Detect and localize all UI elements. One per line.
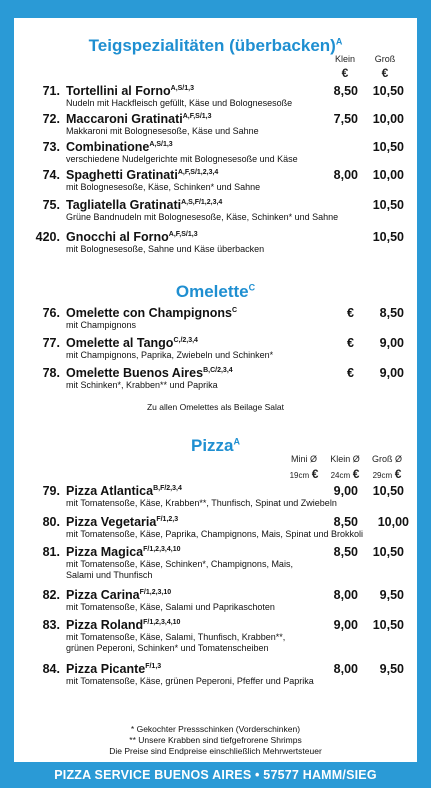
price-klein: 8,50 [333, 515, 358, 529]
price-klein: 7,50 [333, 112, 358, 126]
price: 9,00 [379, 366, 404, 380]
col-gross-header: Groß Ø [371, 454, 402, 464]
item-description: mit Bolognesesoße, Sahne und Käse überbacken [66, 244, 265, 254]
item-number: 77. [42, 336, 60, 350]
item-number: 76. [42, 306, 60, 320]
footnote: Die Preise sind Endpreise einschließlich Mehrwertsteuer [109, 746, 322, 756]
item-description: mit Champignons, Paprika, Zwiebeln und Schinken* [66, 350, 274, 360]
item-name: Pizza Roland$^{F/1,2,3,4,10}$ [66, 618, 181, 632]
item-description: mit Tomatensoße, Käse, Paprika, Champignons, Mais, Spinat und Brokkoli [66, 529, 363, 539]
price-gross: 9,50 [379, 662, 404, 676]
item-name: Combinatione$^{A,S/1,3}$ [66, 140, 173, 154]
footnote: * Gekochter Pressschinken (Vorderschinken) [130, 724, 301, 734]
item-number: 80. [42, 515, 60, 529]
price-gross: 10,50 [372, 84, 404, 98]
item-description: mit Tomatensoße, Käse, Schinken*, Champignons, Mais, Salami und Thunfisch [66, 559, 293, 580]
col-klein-header: Klein Ø [330, 454, 360, 464]
section-title-teig: Teigspezialitäten (überbacken)$^A$ [88, 36, 343, 55]
price-currency: € [347, 306, 354, 320]
col-mini-header: Mini Ø [290, 454, 317, 464]
item-description: Grüne Bandnudeln mit Bolognesesoße, Käse, Schinken* und Sahne [66, 212, 339, 222]
price-gross: 10,00 [372, 168, 404, 182]
item-name: Maccaroni Gratinati$^{A,F,S/1,3}$ [66, 112, 212, 126]
item-number: 81. [42, 545, 60, 559]
price-gross: 10,50 [372, 484, 404, 498]
item-number: 74. [42, 168, 60, 182]
col-klein-size: 24cm € [330, 467, 360, 481]
price-klein: 9,00 [333, 484, 358, 498]
menu-card [14, 18, 417, 762]
item-number: 78. [42, 366, 60, 380]
col-gross-header: Groß [374, 54, 396, 64]
item-description: mit Champignons [66, 320, 137, 330]
item-description: mit Schinken*, Krabben** und Paprika [66, 380, 218, 390]
price-gross: 10,50 [372, 198, 404, 212]
price-klein: 8,00 [333, 588, 358, 602]
item-description: mit Tomatensoße, Käse, grünen Peperoni, Pfeffer und Paprika [66, 676, 314, 686]
item-name: Pizza Carina$^{F/1,2,3,10}$ [66, 588, 172, 602]
price-gross: 9,50 [379, 588, 404, 602]
item-number: 82. [42, 588, 60, 602]
section-title-omelette: Omelette$^C$ [175, 282, 256, 301]
item-description: mit Tomatensoße, Käse, Salami und Paprikaschoten [66, 602, 275, 612]
omelette-note: Zu allen Omelettes als Beilage Salat [146, 402, 285, 412]
item-description: mit Tomatensoße, Käse, Krabben**, Thunfisch, Spinat und Zwiebeln [66, 498, 337, 508]
price-currency: € [347, 366, 354, 380]
price: 9,00 [379, 336, 404, 350]
col-klein-header: Klein [334, 54, 355, 64]
item-description: mit Tomatensoße, Käse, Salami, Thunfisch, Krabben**, grünen Peperoni, Schinken* und Tomatenscheiben [66, 632, 286, 653]
col-klein-currency: € [341, 66, 349, 80]
price-gross: 10,50 [372, 140, 404, 154]
item-description: Nudeln mit Hackfleisch gefüllt, Käse und Bolognesesoße [66, 98, 293, 108]
price-klein: 8,50 [333, 84, 358, 98]
col-mini-size: 19cm € [289, 467, 319, 481]
price-currency: € [347, 336, 354, 350]
col-gross-size: 29cm € [372, 467, 402, 481]
item-number: 79. [42, 484, 60, 498]
price-gross: 10,50 [372, 618, 404, 632]
item-name: Pizza Magica$^{F/1,2,3,4,10}$ [66, 545, 181, 559]
item-name: Pizza Vegetaria$^{F/1,2,3}$ [66, 515, 179, 529]
price-gross: 10,00 [372, 112, 404, 126]
price-klein: 8,00 [333, 662, 358, 676]
item-number: 72. [42, 112, 60, 126]
item-description: verschiedene Nudelgerichte mit Bolognesesoße und Käse [66, 154, 298, 164]
item-name: Tortellini al Forno$^{A,S/1,3}$ [66, 84, 194, 98]
item-name: Tagliatella Gratinati$^{A,S,F/1,2,3,4}$ [66, 198, 223, 212]
price-gross: 10,50 [372, 545, 404, 559]
item-name: Pizza Picante$^{F/1,3}$ [66, 662, 162, 676]
item-name: Omelette Buenos Aires$^{B,C/2,3,4}$ [66, 366, 233, 380]
footnotes [14, 724, 417, 757]
price: 8,50 [379, 306, 404, 320]
price-klein: 8,50 [333, 545, 358, 559]
footer-banner: PIZZA SERVICE BUENOS AIRES • 57577 HAMM/SIEG [54, 768, 377, 782]
item-name: Pizza Atlantica$^{B,F/2,3,4}$ [66, 484, 182, 498]
item-number: 71. [42, 84, 60, 98]
item-name: Spaghetti Gratinati$^{A,F,S/1,2,3,4}$ [66, 168, 219, 182]
item-name: Omelette con Champignons$^C$ [66, 306, 238, 320]
price-klein: 8,00 [333, 168, 358, 182]
item-name: Omelette al Tango$^{C,/2,3,4}$ [66, 336, 198, 350]
price-gross: 10,00 [377, 515, 409, 529]
item-number: 75. [42, 198, 60, 212]
item-name: Gnocchi al Forno$^{A,F,S/1,3}$ [66, 230, 198, 244]
footnote: ** Unsere Krabben sind tiefgefrorene Shrimps [129, 735, 302, 745]
col-gross-currency: € [381, 66, 389, 80]
section-title-pizza: Pizza$^A$ [190, 436, 241, 455]
item-number: 84. [42, 662, 60, 676]
price-klein: 9,00 [333, 618, 358, 632]
item-description: Makkaroni mit Bolognesesoße, Käse und Sahne [66, 126, 259, 136]
item-number: 83. [42, 618, 60, 632]
item-number: 420. [35, 230, 60, 244]
item-description: mit Bolognesesoße, Käse, Schinken* und Sahne [66, 182, 261, 192]
price-gross: 10,50 [372, 230, 404, 244]
item-number: 73. [42, 140, 60, 154]
